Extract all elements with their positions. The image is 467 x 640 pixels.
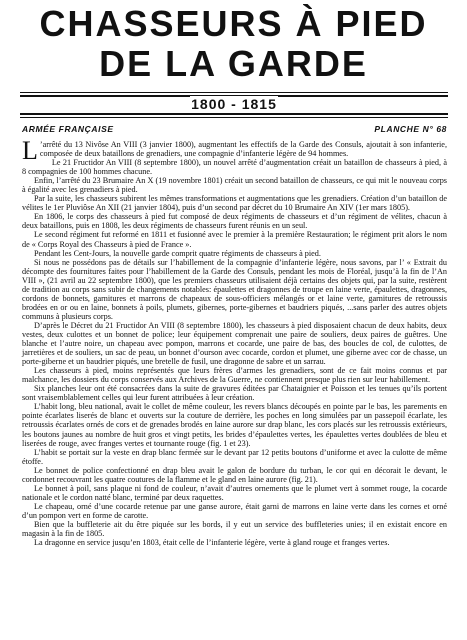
paragraph: L’habit se portait sur la veste en drap blanc fermée sur le devant par 12 petits boutons d’uniforme et avec la culotte de même étoffe. [22,447,447,466]
period-years: 1800 - 1815 [191,96,277,112]
paragraph: Par la suite, les chasseurs subirent les mêmes transformations et augmentations que les grenadiers. Création d’un bataillon de vélites le 1er Pluviôse An XII (21 janvier 1804), puis d’un second par décret du 10 Brumaire An XIV (1er mars 1805). [22,194,447,213]
title-line-1: CHASSEURS À PIED [39,3,428,44]
plate-meta [22,124,447,134]
paragraph: Le second régiment fut reformé en 1811 et fusionné avec le premier à la première Restauration; le régiment prit alors le nom de « Corps Royal des Chasseurs à pied de France ». [22,230,447,249]
paragraph: Si nous ne possédons pas de détails sur l’habillement de la compagnie d’infanterie légère, nous savons, par l’ « Extrait du décompte des fournitures faites pour l’habillement de la Garde des Consuls, pendant les mois de Floréal, jusqu’à la fin de l’An VIII », (21 avril au 22 septembre 1800), que les premiers chasseurs utilisaient déjà certains des objets qui, par la suite, restèrent de tradition au corps sans subir de changements notables: épaulettes et dragonnes de troupe en laine verte, épaulettes, dragonnes, cordons de bonnets, garnitures et marrons de chapeaux de sous-officiers mélangés or et laine verte, garnitures de retroussis brodées en or ou en laine, bonnets à poils, plumets, gibernes, porte-gibernes et baudriers piqués, ...sans parler des autres objets communs à plusieurs corps. [22,257,447,321]
paragraph: Le 21 Fructidor An VIII (8 septembre 1800), un nouvel arrêté d’augmentation créait un bataillon de chasseurs à pied, à 8 compagnies de 100 hommes chacune. [22,158,447,177]
paragraph: Six planches leur ont été consacrées dans la suite de gravures éditées par Chataignier et Poisson et les tenues qu’ils portent sont vraisemblablement celles qui leur furent attribuées à leur création. [22,384,447,403]
title-line-2: DE LA GARDE [99,43,368,84]
paragraph: Les chasseurs à pied, moins représentés que leurs frères d’armes les grenadiers, sont de ce fait moins connus et par malchance, les dossiers du corps conservés aux Archives de la Guerre, ne contiennent presque plus rien sur leur habillement. [22,366,447,385]
paragraph: Le chapeau, orné d’une cocarde retenue par une ganse aurore, était garni de marrons en laine verte dans les cornes et orné d’un pompon vert en forme de carotte. [22,501,447,520]
paragraph: Bien que la buffleterie ait du être piquée sur les bords, il y eut un service des buffleteries unies; il en existait encore en magasin à la fin de 1805. [22,519,447,539]
series-label: ARMÉE FRANÇAISE [22,124,114,134]
paragraph: Pendant les Cent-Jours, la nouvelle garde comprit quatre régiments de chasseurs à pied. [34,248,321,258]
paragraph: En 1806, le corps des chasseurs à pied fut composé de deux régiments de chasseurs et d’un régiment de vélites, chacun à deux bataillons, puis en 1808, les deux régiments de chasseurs furent réunis en un seul. [22,212,447,231]
paragraph: L’habit long, bleu national, avait le collet de même couleur, les revers blancs découpés en pointe par le bas, les parements en pointe écarlates liserés de blanc et ouverts sur la couture de derrière, les poches en long simulées par un passepoil écarlate, les retroussis écarlates ornés de cors et de grenades brodés en laine aurore sur drap blanc, les cors placés sur les retroussis extérieurs, les boutons jaunes au nombre de huit gros et vingt petits, les brides d’épaulettes vertes, les épaulettes vertes doublées de bleu et liserées de rouge, avec franges vertes et tournante rouge (fig. 1 et 23). [22,402,447,448]
plate-number: PLANCHE N° 68 [374,124,447,134]
paragraph: Enfin, l’arrêté du 23 Brumaire An X (19 novembre 1801) créait un second bataillon de chasseurs, ce qui mit le nouveau corps à égalité avec les grenadiers à pied. [22,176,447,195]
paragraph: La dragonne en service jusqu’en 1803, était celle de l’infanterie légère, verte à gland rouge et franges vertes. [34,538,390,548]
paragraph: L ’arrêté du 13 Nivôse An VIII (3 janvier 1800), augmentant les effectifs de la Garde des Consuls, ajoutait à son infanterie, composée de deux bataillons de grenadiers, une compagnie d’infanterie légère de 94 hommes. [22,136,447,165]
divider-rule [20,113,448,115]
paragraph: Le bonnet de police confectionné en drap bleu avait le galon de bordure du turban, le cor qui en décorait le devant, le cordonnet recouvrant les quatre coutures de la flamme et le gland en laine aurore (fig. 21). [22,465,447,484]
divider-rule [20,92,448,93]
paragraph: D’après le Décret du 21 Fructidor An VIII (8 septembre 1800), les chasseurs à pied disposaient chacun de deux habits, deux vestes, deux culottes et un bonnet de police; leur équipement comprenait une paire de souliers, deux paires de guêtres. Une blanche et l’autre noire, un chapeau avec pompon, marrons et cocarde, une paire de bas, des boucles de col, de culottes, de jarretières et de souliers, un sac de peau, un bonnet d’ourson avec cocarde, cordon et plumet, une giberne avec cor de chasse, un porte-giberne et un baudrier piqués, une bretelle de fusil, une dragonne de sabre et un sarrau. [22,320,447,367]
paragraph: Le bonnet à poil, sans plaque ni fond de couleur, n’avait d’autres ornements que le plumet vert à sommet rouge, la cocarde nationale et le cordon natté blanc, terminé par deux raquettes. [22,483,447,502]
drop-cap: L [22,136,38,165]
body-text [22,136,447,548]
divider-rule [20,117,448,118]
